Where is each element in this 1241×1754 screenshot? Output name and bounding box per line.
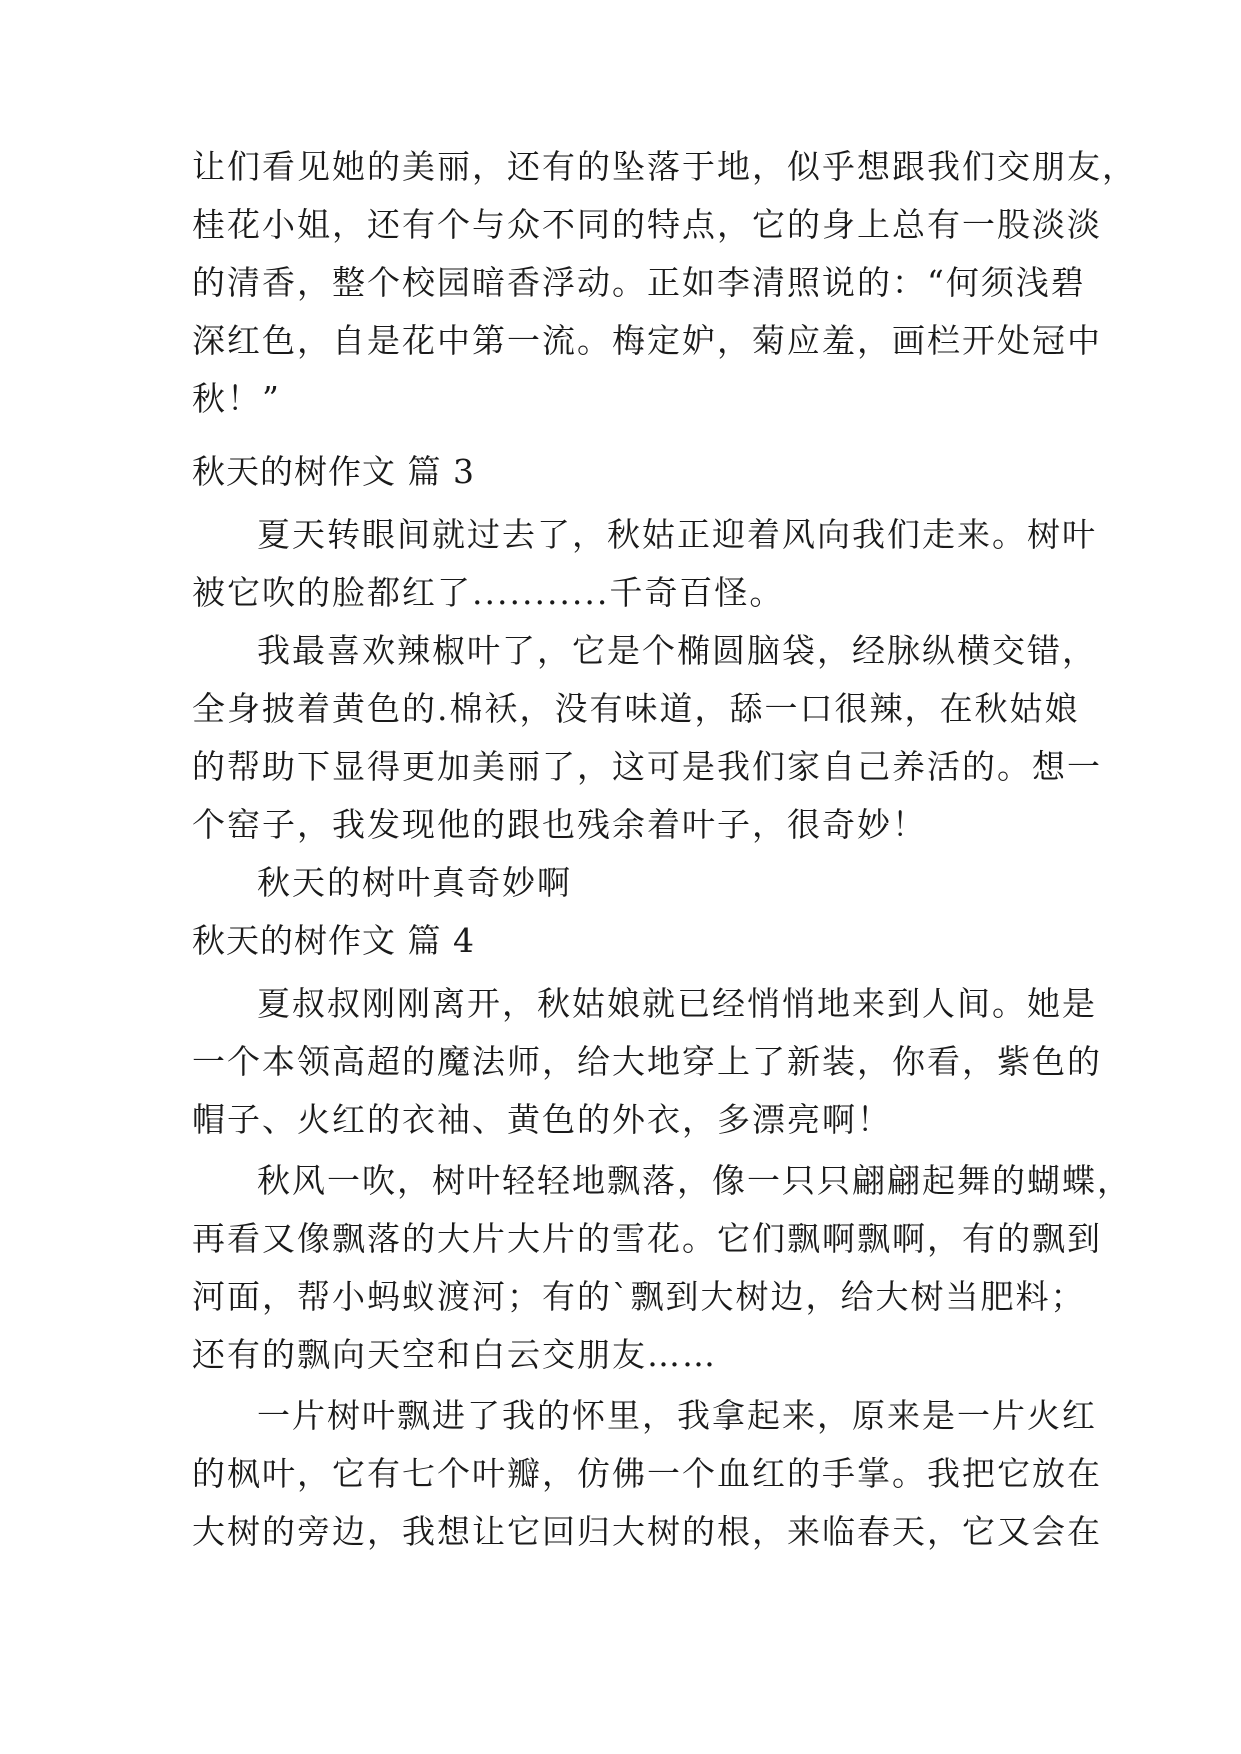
text-line: 桂花小姐，还有个与众不同的特点，它的身上总有一股淡淡: [192, 205, 1102, 244]
text-line: 深红色，自是花中第一流。梅定妒，菊应羞，画栏开处冠中: [192, 321, 1102, 360]
section-heading: 秋天的树作文 篇 4: [192, 921, 475, 960]
text-line: 的清香，整个校园暗香浮动。正如李清照说的：“何须浅碧: [192, 263, 1086, 302]
paragraph-first-line: 一片树叶飘进了我的怀里，我拿起来，原来是一片火红: [257, 1396, 1097, 1435]
text-line: 大树的旁边，我想让它回归大树的根，来临春天，它又会在: [192, 1512, 1102, 1551]
paragraph-first-line: 秋风一吹，树叶轻轻地飘落，像一只只翩翩起舞的蝴蝶，: [257, 1161, 1132, 1200]
paragraph-first-line: 夏天转眼间就过去了，秋姑正迎着风向我们走来。树叶: [257, 515, 1097, 554]
text-line: 被它吹的脸都红了...........千奇百怪。: [192, 573, 785, 612]
text-line: 还有的飘向天空和白云交朋友……: [192, 1335, 717, 1374]
text-line: 再看又像飘落的大片大片的雪花。它们飘啊飘啊，有的飘到: [192, 1219, 1102, 1258]
paragraph-first-line: 我最喜欢辣椒叶了，它是个椭圆脑袋，经脉纵横交错，: [257, 631, 1097, 670]
text-line: 的枫叶，它有七个叶瓣，仿佛一个血红的手掌。我把它放在: [192, 1454, 1102, 1493]
text-line: 个窑子，我发现他的跟也残余着叶子，很奇妙！: [192, 805, 927, 844]
text-line: 帽子、火红的衣袖、黄色的外衣，多漂亮啊！: [192, 1100, 892, 1139]
text-line: 一个本领高超的魔法师，给大地穿上了新装，你看，紫色的: [192, 1042, 1102, 1081]
paragraph-first-line: 秋天的树叶真奇妙啊: [257, 863, 572, 902]
section-heading: 秋天的树作文 篇 3: [192, 452, 475, 491]
paragraph-first-line: 夏叔叔刚刚离开，秋姑娘就已经悄悄地来到人间。她是: [257, 984, 1097, 1023]
text-line: 让们看见她的美丽，还有的坠落于地，似乎想跟我们交朋友，: [192, 147, 1137, 186]
text-line: 河面，帮小蚂蚁渡河；有的`飘到大树边，给大树当肥料；: [192, 1277, 1086, 1316]
text-line: 的帮助下显得更加美丽了，这可是我们家自己养活的。想一: [192, 747, 1102, 786]
text-line: 秋！”: [192, 379, 281, 418]
text-line: 全身披着黄色的.棉袄，没有味道，舔一口很辣，在秋姑娘: [192, 689, 1080, 728]
